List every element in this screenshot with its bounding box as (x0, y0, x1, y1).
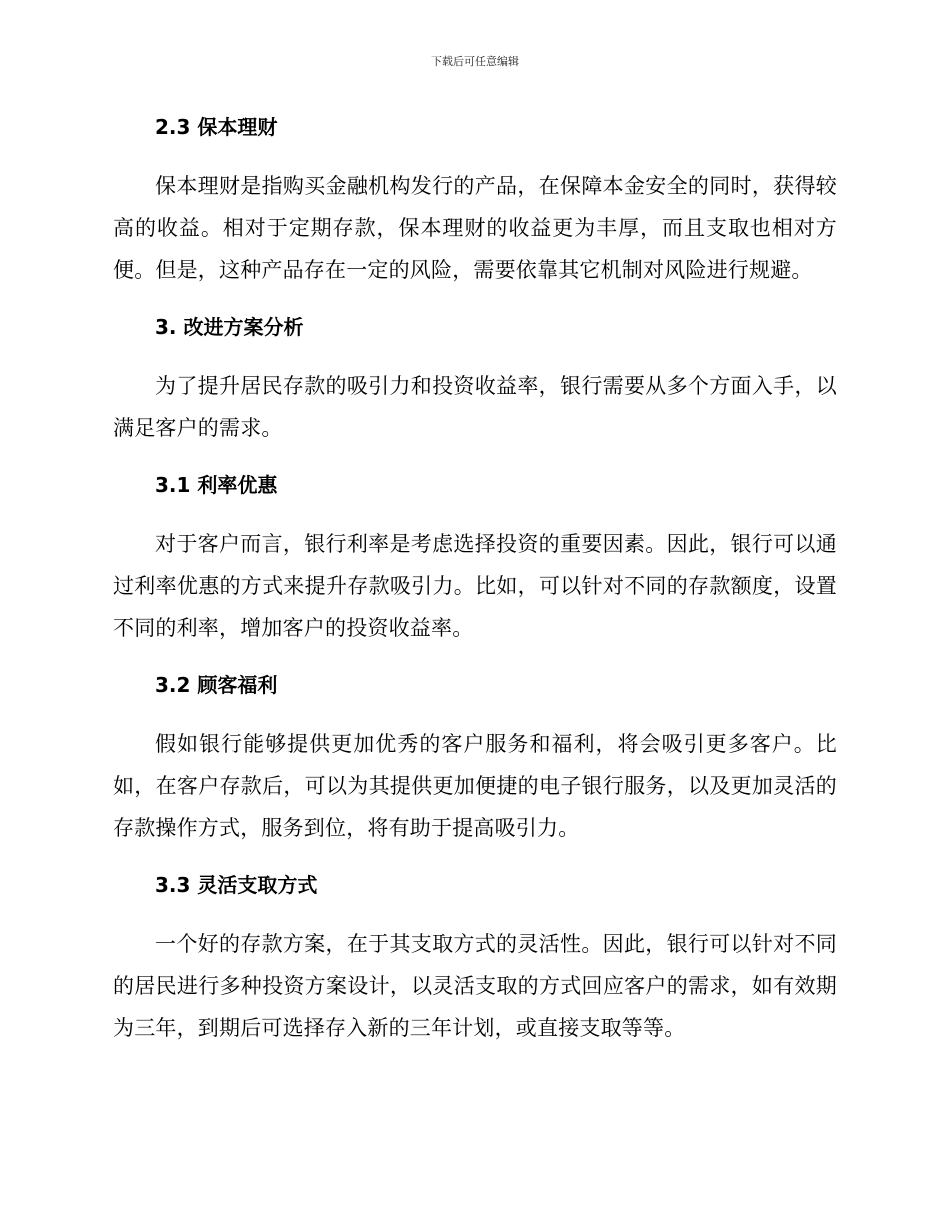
section-paragraph: 为了提升居民存款的吸引力和投资收益率，银行需要从多个方面入手，以满足客户的需求。 (113, 374, 837, 440)
section-heading: 3. 改进方案分析 (155, 315, 304, 339)
section-3-3 (113, 869, 837, 1049)
page-header: 下载后可任意编辑 (431, 55, 519, 68)
section-heading: 3.3 灵活支取方式 (155, 873, 318, 897)
section-2-3 (113, 111, 837, 291)
section-heading: 3.1 利率优惠 (155, 473, 278, 497)
section-3-1 (113, 469, 837, 649)
section-3-2 (113, 669, 837, 849)
section-heading: 3.2 顾客福利 (155, 673, 278, 697)
section-paragraph: 保本理财是指购买金融机构发行的产品，在保障本金安全的同时，获得较高的收益。相对于定期存款，保本理财的收益更为丰厚，而且支取也相对方便。但是，这种产品存在一定的风险，需要依靠其它机制对风险进行规避。 (113, 174, 837, 282)
section-paragraph: 假如银行能够提供更加优秀的客户服务和福利，将会吸引更多客户。比如，在客户存款后，可以为其提供更加便捷的电子银行服务，以及更加灵活的存款操作方式，服务到位，将有助于提高吸引力。 (113, 732, 837, 840)
section-3 (113, 311, 837, 449)
document-body (113, 111, 837, 1049)
section-heading: 2.3 保本理财 (155, 115, 278, 139)
section-paragraph: 一个好的存款方案，在于其支取方式的灵活性。因此，银行可以针对不同的居民进行多种投资方案设计，以灵活支取的方式回应客户的需求，如有效期为三年，到期后可选择存入新的三年计划，或直接支取等等。 (113, 932, 837, 1040)
section-paragraph: 对于客户而言，银行利率是考虑选择投资的重要因素。因此，银行可以通过利率优惠的方式来提升存款吸引力。比如，可以针对不同的存款额度，设置不同的利率，增加客户的投资收益率。 (113, 532, 837, 640)
